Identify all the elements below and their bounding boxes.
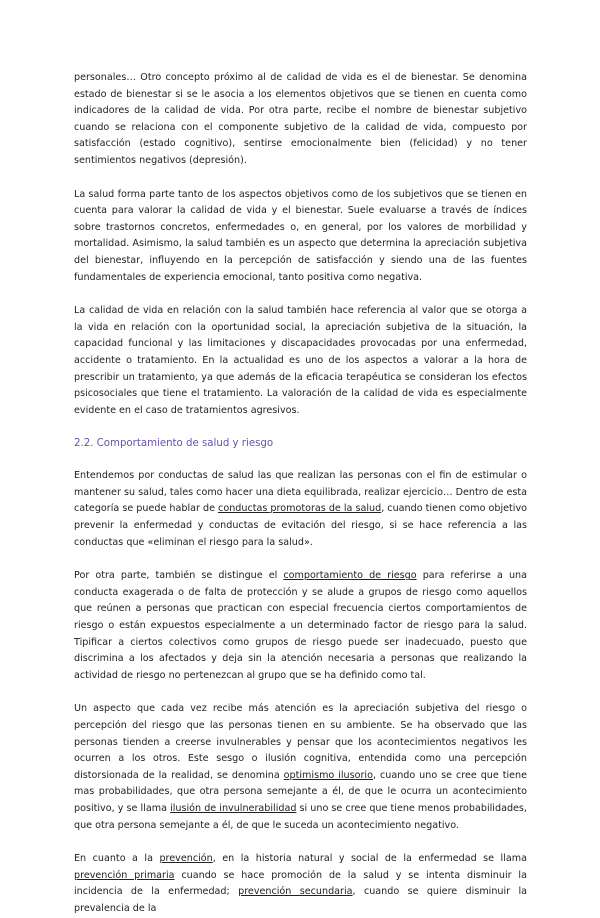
term-illusory-optimism: optimismo ilusorio xyxy=(283,769,373,781)
term-prevention: prevención xyxy=(159,853,213,865)
term-risk-behaviour: comportamiento de riesgo xyxy=(283,570,417,582)
section-heading: 2.2. Comportamiento de salud y riesgo xyxy=(74,438,274,450)
text-fragment: , cuando se quiere disminuir la prevalencia de la xyxy=(74,886,527,914)
text-fragment: , cuando tienen como objetivo prevenir la enfermedad y conductas de evitación del riesgo, si se hace referencia a las conductas que «eliminan el riesgo para la salud». xyxy=(74,503,528,548)
text-fragment: Por otra parte, también se distingue el xyxy=(74,570,284,582)
paragraph-health-objective-subjective: La salud forma parte tanto de los aspectos objetivos como de los subjetivos que se tienen en cuenta para valorar la calidad de vida y el bienestar. Suele evaluarse a través de índices sobre trastornos concretos, enfermedades o, en general, por los valores de morbilidad y mortalidad. Asimismo, la salud también es un aspecto que determina la apreciación subjetiva del bienestar, influyendo en la percepción de satisfacción y siendo una de las fuentes fundamentales de experiencia emocional, tanto positiva como negativa. xyxy=(74,188,527,283)
term-invulnerability-illusion: ilusión de invulnerabilidad xyxy=(170,802,297,814)
paragraph-prevention xyxy=(74,851,527,917)
paragraph-risk-perception xyxy=(74,701,527,834)
paragraph-risk-behaviour xyxy=(74,568,527,684)
text-fragment: En cuanto a la xyxy=(74,853,160,865)
text-fragment: para referirse a una conducta exagerada o de falta de protección y se alude a grupos de riesgo como aquellos que reúnen a personas que practican con especial frecuencia ciertos comportamientos de riesgo o están expuestos especialmente a un determinado factor de riesgo para la salud. Tipificar a ciertos colectivos como grupos de riesgo puede ser inadecuado, puesto que discrimina a los afectados y deja sin la atención necesaria a personas que realizando la actividad de riesgo no pertenezcan al grupo que se ha definido como tal. xyxy=(74,570,527,681)
text-fragment: si uno se cree que tiene menos probabilidades, que otra persona semejante a él, de que le suceda un acontecimiento negativo. xyxy=(74,802,527,831)
text-fragment: , cuando uno se cree que tiene mas probabilidades, que otra persona semejante a él, de que le ocurra un acontecimiento positivo, y se llama xyxy=(74,769,528,814)
paragraph-health-behaviours xyxy=(74,468,527,551)
text-fragment: , en la historia natural y social de la enfermedad se llama xyxy=(212,853,527,865)
text-fragment: cuando se hace promoción de la salud y se intenta disminuir la incidencia de la enfermedad; xyxy=(74,869,527,898)
term-health-promoting-behaviours: conductas promotoras de la salud xyxy=(218,503,382,515)
term-primary-prevention: prevención primaria xyxy=(74,869,175,881)
paragraph-health-related-quality: La calidad de vida en relación con la salud también hace referencia al valor que se otorga a la vida en relación con la oportunidad social, la apreciación subjetiva de la situación, la capacidad funcional y las limitaciones y discapacidades provocadas por una enfermedad, accidente o tratamiento. En la actualidad es uno de los aspectos a valorar a la hora de prescribir un tratamiento, ya que además de la eficacia terapéutica se consideran los efectos psicosociales que tiene el tratamiento. La valoración de la calidad de vida es especialmente evidente en el caso de tratamientos agresivos. xyxy=(74,305,527,416)
text-fragment: Entendemos por conductas de salud las que realizan las personas con el fin de estimular o mantener su salud, tales como hacer una dieta equilibrada, realizar ejercicio… Dentro de esta categoría se puede hablar de xyxy=(74,470,527,515)
text-fragment: Un aspecto que cada vez recibe más atención es la apreciación subjetiva del riesgo o percepción del riesgo que las personas tienen en su ambiente. Se ha observado que las personas tienden a creerse invulnerables y pensar que los acontecimientos negativos les ocurren a los otros. Este sesgo o ilusión cognitiva, entendida como una percepción distorsionada de la realidad, se denomina xyxy=(74,703,527,781)
term-secondary-prevention: prevención secundaria xyxy=(238,886,353,898)
paragraph-wellbeing: personales… Otro concepto próximo al de calidad de vida es el de bienestar. Se denomina estado de bienestar si se le asocia a los elementos objetivos que se tienen en cuenta como indicadores de la calidad de vida. Por otra parte, recibe el nombre de bienestar subjetivo cuando se relaciona con el componente subjetivo de la calidad de vida, compuesto por satisfacción (estado cognitivo), sentirse emocionalmente bien (felicidad) y no tener sentimientos negativos (depresión). xyxy=(74,72,527,166)
